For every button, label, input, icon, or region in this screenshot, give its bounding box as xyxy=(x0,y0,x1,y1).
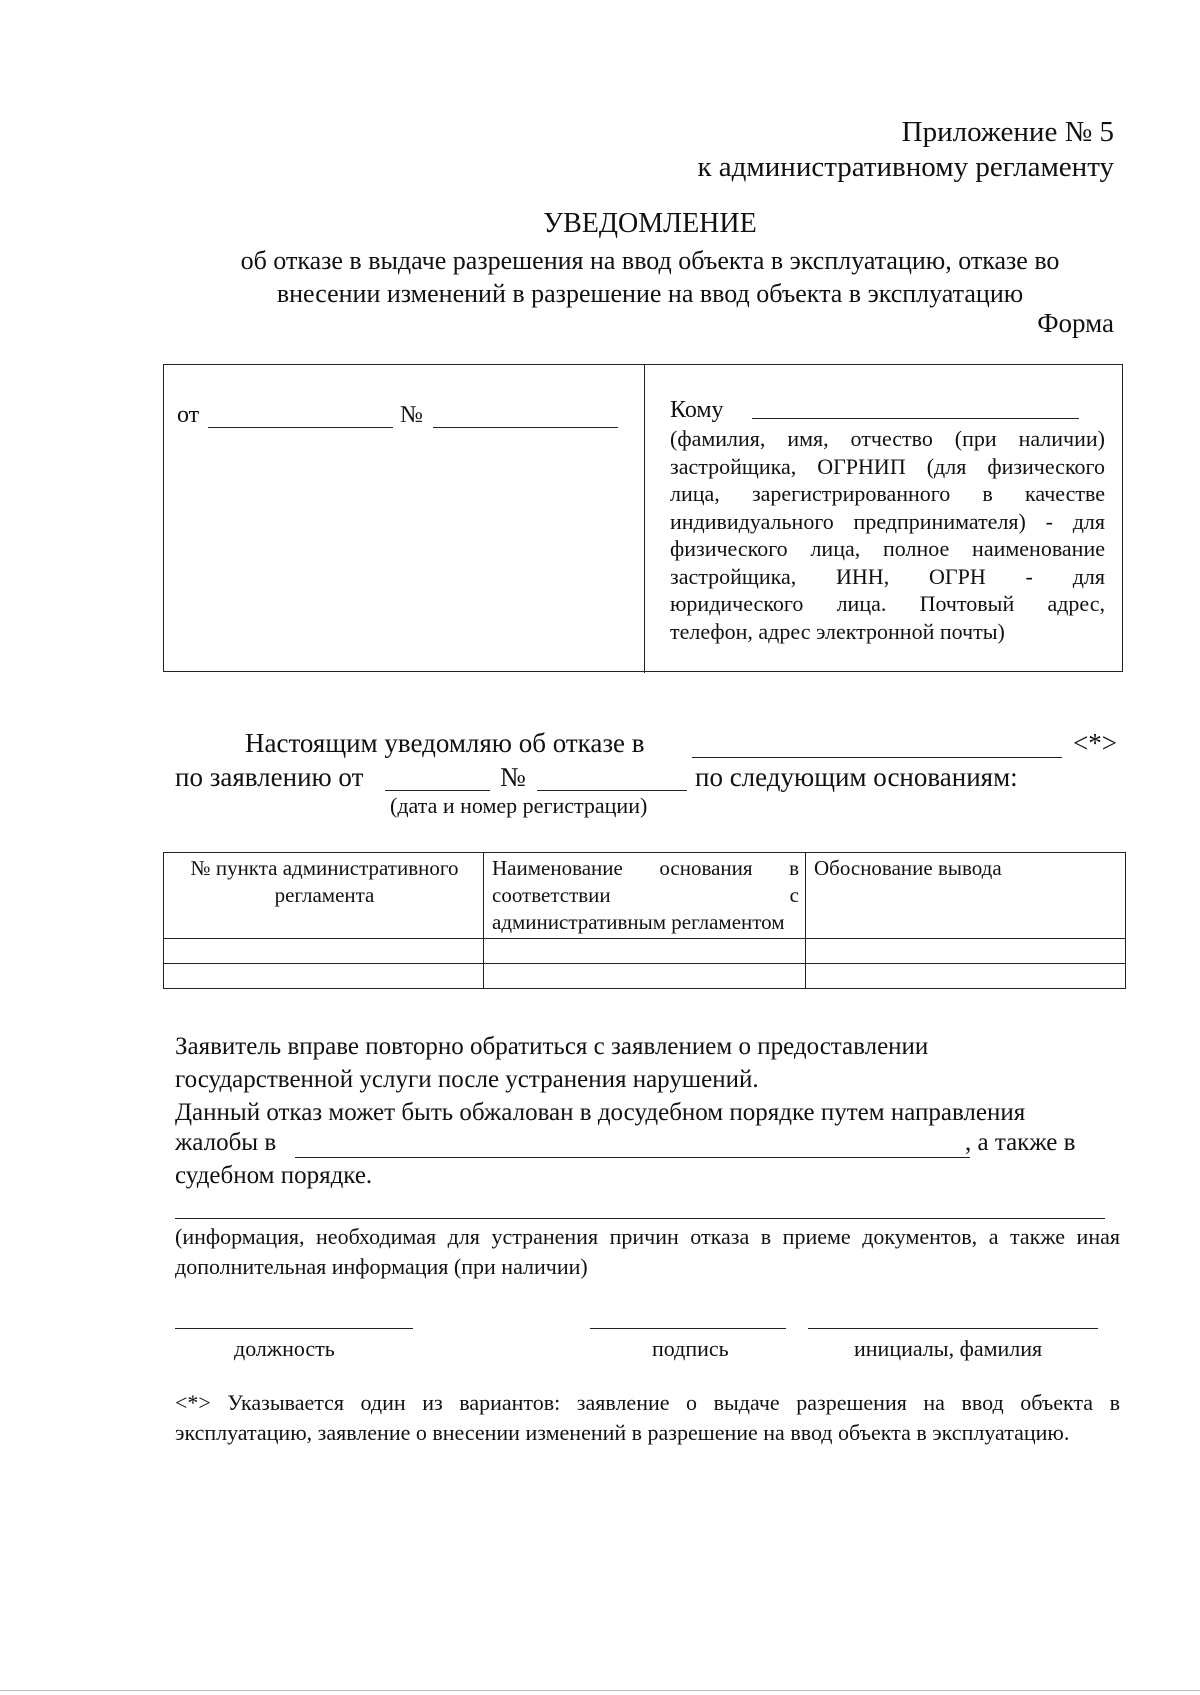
full-name-label: инициалы, фамилия xyxy=(854,1336,1043,1361)
table-cell[interactable] xyxy=(484,939,806,964)
full-name-field[interactable] xyxy=(808,1328,1098,1329)
table-cell[interactable] xyxy=(806,939,1126,964)
judicial-order-text: судебном порядке. xyxy=(175,1162,373,1189)
position-field[interactable] xyxy=(175,1328,413,1329)
application-number-label: № xyxy=(500,762,526,792)
table-header-row xyxy=(164,853,1126,939)
complaint-suffix: , а также в xyxy=(965,1129,1076,1156)
table-row xyxy=(164,964,1126,989)
form-label: Форма xyxy=(1037,308,1114,338)
refusal-notice-text: Настоящим уведомляю об отказе в xyxy=(245,728,645,758)
document-subtitle-line1: об отказе в выдаче разрешения на ввод объекта в эксплуатацию, отказе во xyxy=(240,246,1060,275)
table-row xyxy=(164,939,1126,964)
header-box-divider xyxy=(644,364,645,673)
outgoing-number-label: № xyxy=(400,402,423,428)
table-cell[interactable] xyxy=(164,939,484,964)
recipient-field[interactable] xyxy=(752,418,1079,419)
application-from-label: по заявлению от xyxy=(175,762,364,792)
appendix-number: Приложение № 5 xyxy=(901,116,1114,148)
table-cell[interactable] xyxy=(484,964,806,989)
scan-edge-line xyxy=(0,1690,1200,1691)
document-title: УВЕДОМЛЕНИЕ xyxy=(543,208,757,239)
application-date-field[interactable] xyxy=(385,790,490,791)
appeal-text: Данный отказ может быть обжалован в досудебном порядке путем направления xyxy=(175,1099,1026,1126)
additional-info-field[interactable] xyxy=(175,1218,1105,1219)
table-header-cell: Наименование основания в соответствии с административным регламентом xyxy=(484,853,806,939)
additional-info-hint: (информация, необходимая для устранения причин отказа в приеме документов, а также иная дополнительная информация (при наличии) xyxy=(175,1224,1120,1279)
signature-label: подпись xyxy=(652,1336,729,1361)
grounds-table xyxy=(163,852,1126,989)
from-date-field[interactable] xyxy=(208,427,393,428)
position-label: должность xyxy=(234,1336,335,1361)
table-cell[interactable] xyxy=(806,964,1126,989)
footnote-text: <*> Указывается один из вариантов: заявление о выдаче разрешения на ввод объекта в эксплуатацию, заявление о внесении изменений в разрешение на ввод объекта в эксплуатацию. xyxy=(175,1390,1120,1445)
table-cell[interactable] xyxy=(164,964,484,989)
appendix-reference: к административному регламенту xyxy=(697,151,1114,183)
document-subtitle-line2: внесении изменений в разрешение на ввод объекта в эксплуатацию xyxy=(276,279,1024,308)
outgoing-number-field[interactable] xyxy=(433,427,618,428)
table-header-cell: Обоснование вывода xyxy=(806,853,1126,939)
from-date-label: от xyxy=(177,402,200,428)
grounds-intro-text: по следующим основаниям: xyxy=(695,762,1018,792)
registration-hint: (дата и номер регистрации) xyxy=(390,793,648,818)
refusal-subject-field[interactable] xyxy=(692,757,1062,758)
signature-field[interactable] xyxy=(590,1328,786,1329)
footnote-marker: <*> xyxy=(1073,728,1117,758)
recipient-hint: (фамилия, имя, отчество (при наличии) застройщика, ОГРНИП (для физического лица, зарегистрированного в качестве индивидуального предпринимателя) - для физического лица, полное наименование застройщика, ИНН, ОГРН - для юридического лица. Почтовый адрес, телефон, адрес электронной почты) xyxy=(670,426,1105,644)
reapply-text: Заявитель вправе повторно обратиться с заявлением о предоставлении государственной услуги после устранения нарушений. xyxy=(175,1033,929,1093)
application-number-field[interactable] xyxy=(537,790,687,791)
recipient-label: Кому xyxy=(670,397,724,423)
complaint-authority-field[interactable] xyxy=(295,1157,970,1158)
complaint-to-label: жалобы в xyxy=(175,1129,277,1156)
table-header-cell: № пункта административного регламента xyxy=(164,853,484,939)
